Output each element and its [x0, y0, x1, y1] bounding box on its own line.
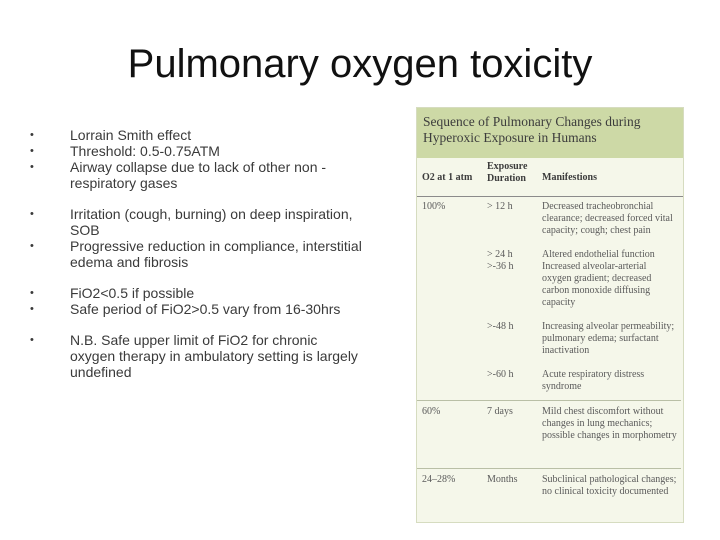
row-o2-value: 24–28%	[422, 474, 456, 485]
bullet-group-mechanism	[28, 127, 363, 191]
row-manifestation: Altered endothelial function	[542, 249, 655, 260]
column-header-duration-2: Duration	[487, 173, 526, 184]
row-divider	[417, 400, 681, 401]
column-header-duration: Exposure	[487, 161, 528, 172]
bullet-group-symptoms	[28, 206, 363, 270]
row-manifestation: Increased alveolar-arterial oxygen gradient; decreased carbon monoxide diffusing capacity	[542, 261, 652, 308]
row-duration: > 12 h	[487, 201, 513, 212]
table-row-60	[417, 402, 683, 470]
row-manifestation: Increasing alveolar permeability; pulmonary edema; surfactant inactivation	[542, 321, 675, 356]
bullet-group-management	[28, 285, 363, 317]
bullet-item: • Progressive reduction in compliance, interstitial edema and fibrosis	[30, 238, 362, 270]
pulmonary-changes-table	[416, 107, 684, 523]
slide-title: Pulmonary oxygen toxicity	[127, 42, 593, 86]
bullet-group-note	[28, 332, 363, 380]
table-title: Sequence of Pulmonary Changes during Hyperoxic Exposure in Humans	[417, 108, 683, 158]
bullet-icon: •	[30, 240, 34, 252]
bullet-item: • N.B. Safe upper limit of FiO2 for chronic oxygen therapy in ambulatory setting is largely undefined	[30, 332, 358, 380]
table-row-24-28	[417, 470, 683, 520]
bullet-icon: •	[30, 303, 34, 315]
row-manifestation: Mild chest discomfort without changes in lung mechanics; possible changes in morphometry	[542, 406, 677, 441]
row-o2-value: 60%	[422, 406, 441, 417]
column-header-manifestations: Manifestions	[542, 172, 597, 183]
bullet-icon: •	[30, 287, 34, 299]
bullet-item: • Safe period of FiO2>0.5 vary from 16-30hrs	[30, 301, 341, 317]
row-duration: > 24 h	[487, 249, 513, 260]
row-duration: 7 days	[487, 406, 513, 417]
row-o2-value: 100%	[422, 201, 446, 212]
row-manifestation: Decreased tracheobronchial clearance; decreased forced vital capacity; cough; chest pain	[542, 201, 673, 236]
bullet-icon: •	[30, 334, 34, 346]
row-divider	[417, 468, 681, 469]
bullet-item: • FiO2<0.5 if possible	[30, 285, 195, 301]
bullet-icon: •	[30, 145, 34, 157]
bullet-icon: •	[30, 161, 34, 173]
bullet-item: • Airway collapse due to lack of other non -respiratory gases	[30, 159, 327, 191]
bullet-list	[28, 127, 363, 395]
bullet-icon: •	[30, 208, 34, 220]
column-header-o2: O2 at 1 atm	[422, 172, 473, 183]
bullet-item: • Threshold: 0.5-0.75ATM	[30, 143, 220, 159]
bullet-item: • Irritation (cough, burning) on deep inspiration, SOB	[30, 206, 353, 238]
row-duration: Months	[487, 474, 518, 485]
row-duration: >-36 h	[487, 261, 514, 272]
row-manifestation: Acute respiratory distress syndrome	[542, 369, 645, 392]
bullet-icon: •	[30, 129, 34, 141]
row-manifestation: Subclinical pathological changes; no clinical toxicity documented	[542, 474, 677, 497]
table-column-headers	[417, 158, 683, 197]
bullet-item: • Lorrain Smith effect	[30, 127, 192, 143]
table-row-100	[417, 197, 683, 402]
row-duration: >-48 h	[487, 321, 514, 332]
row-duration: >-60 h	[487, 369, 514, 380]
